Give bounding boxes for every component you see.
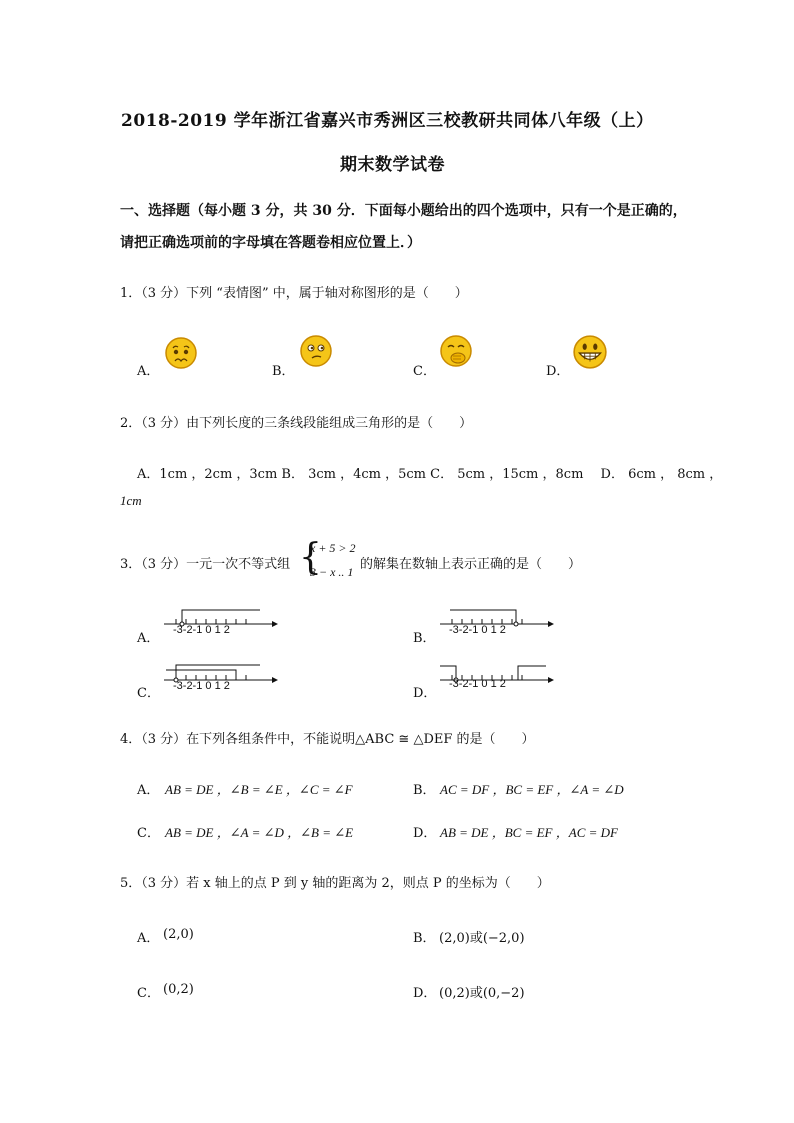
- system-brace: {: [299, 537, 322, 578]
- q2-options-line1: A．1cm ，2cm ，3cm B． 3cm ，4cm ，5cm C． 5cm ，15cm ，8cm D． 6cm ， 8cm ，: [137, 467, 723, 482]
- thinking-face-icon: [299, 334, 333, 368]
- number-line-a-ticks: -3-2-1 0 1 2: [173, 624, 230, 636]
- question-3-stem-pre: 3．（3 分）一元一次不等式组: [120, 557, 291, 572]
- q3-option-c-label: C．: [137, 686, 160, 701]
- question-4-stem: 4．（3 分）在下列各组条件中，不能说明△ABC ≅ △DEF 的是（ ）: [120, 732, 535, 747]
- q5-option-d-text: (0,2)或(0,−2): [439, 986, 525, 1001]
- q4-option-d-text: AB = DE ，BC = EF ，AC = DF: [440, 825, 618, 840]
- question-3-stem-post: 的解集在数轴上表示正确的是（ ）: [360, 557, 582, 572]
- grinning-face-icon: [572, 334, 608, 370]
- q1-option-c-label: C．: [413, 364, 436, 379]
- q3-option-b-label: B．: [413, 631, 436, 646]
- q5-option-b-label: B．: [413, 931, 436, 946]
- q5-option-d-label: D．: [413, 986, 437, 1001]
- q3-option-a-label: A．: [137, 631, 160, 646]
- question-5-stem: 5．（3 分）若 x 轴上的点 P 到 y 轴的距离为 2，则点 P 的坐标为（ ）: [120, 876, 550, 891]
- q3-option-d-label: D．: [413, 686, 437, 701]
- q1-option-b-label: B．: [272, 364, 295, 379]
- q5-option-b-text: (2,0)或(−2,0): [439, 931, 525, 946]
- q1-option-a-label: A．: [137, 364, 160, 379]
- q4-option-b-text: AC = DF ，BC = EF ，∠A = ∠D: [440, 782, 624, 797]
- q5-option-c-label: C．: [137, 986, 160, 1001]
- q2-options-line2: 1cm: [120, 493, 142, 508]
- question-2-stem: 2．（3 分）由下列长度的三条线段能组成三角形的是（ ）: [120, 416, 473, 431]
- q1-option-d-label: D．: [546, 364, 570, 379]
- q4-option-a-label: A．: [137, 783, 160, 798]
- number-line-c-ticks: -3-2-1 0 1 2: [173, 680, 230, 692]
- q5-option-a-text: (2,0): [163, 927, 194, 942]
- section-heading-line1: 一、选择题（每小题 3 分，共 30 分．下面每小题给出的四个选项中，只有一个是正确的，: [120, 203, 687, 219]
- q4-option-c-label: C．: [137, 826, 160, 841]
- q5-option-c-text: (0,2): [163, 982, 194, 997]
- question-1-stem: 1．（3 分）下列 “表情图” 中，属于轴对称图形的是（ ）: [120, 286, 468, 301]
- inequality-2: 3 − x .. 1: [310, 565, 354, 579]
- q4-option-c-text: AB = DE ，∠A = ∠D ，∠B = ∠E: [165, 825, 354, 840]
- exam-title-line1: 2018-2019 学年浙江省嘉兴市秀洲区三校教研共同体八年级（上）: [121, 111, 654, 131]
- q4-option-a-text: AB = DE ，∠B = ∠E ，∠C = ∠F: [165, 782, 353, 797]
- worried-face-icon: [164, 336, 198, 370]
- hand-over-mouth-face-icon: [439, 334, 473, 368]
- inequality-1: x + 5 > 2: [310, 541, 356, 555]
- q4-option-b-label: B．: [413, 783, 436, 798]
- exam-title-line2: 期末数学试卷: [340, 155, 445, 175]
- q5-option-a-label: A．: [137, 931, 160, 946]
- number-line-d-ticks: -3-2-1 0 1 2: [449, 678, 506, 690]
- number-line-b-ticks: -3-2-1 0 1 2: [449, 624, 506, 636]
- q4-option-d-label: D．: [413, 826, 437, 841]
- section-heading-line2: 请把正确选项前的字母填在答题卷相应位置上．）: [120, 235, 421, 251]
